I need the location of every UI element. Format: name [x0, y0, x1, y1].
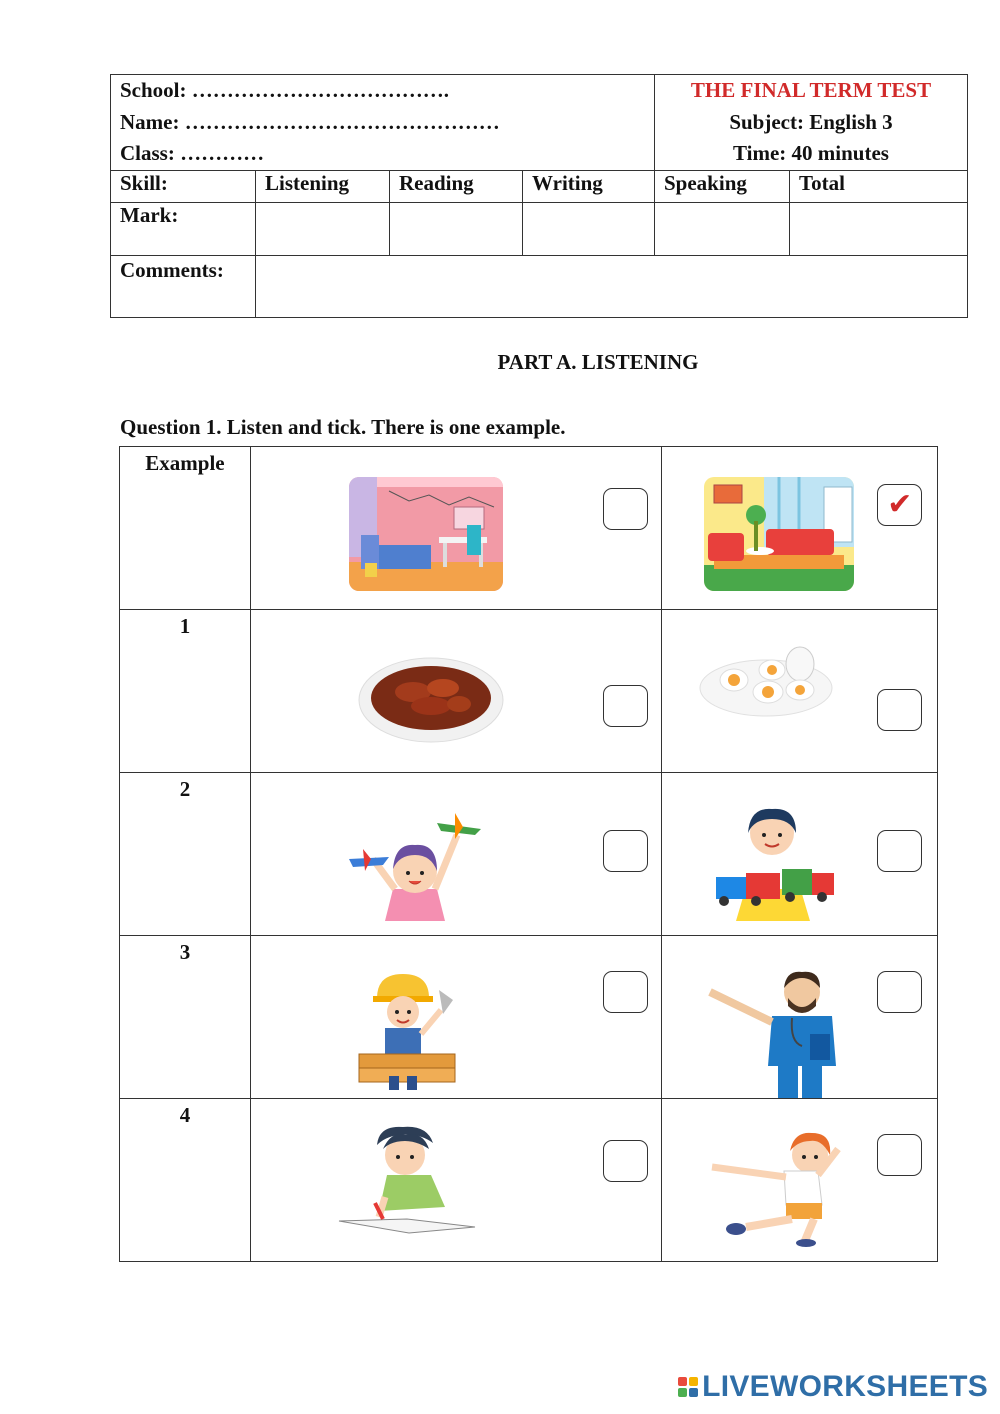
time-label: Time: 40 minutes: [733, 141, 889, 165]
option-cell: [250, 610, 661, 773]
class-field[interactable]: Class: …………: [120, 141, 265, 165]
comments-label: Comments:: [111, 255, 256, 317]
school-field[interactable]: School: ……………………………….: [120, 78, 450, 102]
mark-label: Mark:: [111, 202, 256, 255]
tick-box-checked[interactable]: [877, 484, 922, 526]
builder-picture: [353, 970, 463, 1094]
skill-writing: Writing: [523, 170, 655, 202]
liveworksheets-logo-icon: [678, 1377, 698, 1397]
mark-reading-cell[interactable]: [390, 202, 523, 255]
row-label: 2: [120, 773, 251, 936]
liveworksheets-logo: [678, 1370, 988, 1404]
tick-mark-icon: ✔: [887, 487, 913, 522]
tick-box[interactable]: [603, 488, 648, 530]
option-cell: [662, 1099, 938, 1262]
question-1-table: [119, 446, 938, 1262]
name-field[interactable]: Name: ………………………………………: [120, 109, 500, 134]
mark-listening-cell[interactable]: [256, 202, 390, 255]
girl-with-train-picture: [702, 799, 844, 921]
question-1-instruction: Question 1. Listen and tick. There is one example.: [120, 415, 566, 439]
table-row: [120, 447, 938, 610]
tick-box[interactable]: [877, 689, 922, 731]
skill-speaking: Speaking: [655, 170, 790, 202]
test-info-cell: [655, 75, 968, 171]
skill-label: Skill:: [111, 170, 256, 202]
option-cell: [662, 447, 938, 610]
header-table: [110, 74, 968, 318]
bedroom-picture: [349, 477, 503, 591]
test-title: THE FINAL TERM TEST: [690, 78, 932, 102]
skill-listening: Listening: [256, 170, 390, 202]
mark-speaking-cell[interactable]: [655, 202, 790, 255]
girl-with-planes-picture: [345, 799, 485, 921]
option-cell: [662, 610, 938, 773]
meat-dish-picture: [351, 642, 511, 756]
option-cell: [250, 447, 661, 610]
tick-box[interactable]: [877, 830, 922, 872]
row-label: 3: [120, 936, 251, 1099]
table-row: [120, 610, 938, 773]
table-row: [120, 1099, 938, 1262]
tick-box[interactable]: [603, 830, 648, 872]
boy-running-picture: [706, 1125, 854, 1247]
brand-name: LIVEWORKSHEETS: [702, 1370, 988, 1403]
subject-label: Subject: English 3: [729, 109, 893, 134]
tick-box[interactable]: [603, 971, 648, 1013]
doctor-picture: [706, 966, 854, 1098]
part-a-title: PART A. LISTENING: [497, 350, 699, 374]
option-cell: [662, 773, 938, 936]
tick-box[interactable]: [877, 1134, 922, 1176]
tick-box[interactable]: [603, 1140, 648, 1182]
option-cell: [250, 1099, 661, 1262]
row-label: 4: [120, 1099, 251, 1262]
tick-box[interactable]: [603, 685, 648, 727]
tick-box[interactable]: [877, 971, 922, 1013]
mark-total-cell[interactable]: [790, 202, 968, 255]
table-row: [120, 773, 938, 936]
student-info-cell: [111, 75, 655, 171]
boiled-eggs-picture: [696, 636, 838, 726]
option-cell: [662, 936, 938, 1099]
skill-reading: Reading: [390, 170, 523, 202]
living-room-picture: [704, 477, 854, 591]
skill-total: Total: [790, 170, 968, 202]
mark-writing-cell[interactable]: [523, 202, 655, 255]
table-row: [120, 936, 938, 1099]
boy-writing-picture: [335, 1123, 483, 1239]
comments-cell[interactable]: [256, 255, 968, 317]
option-cell: [250, 936, 661, 1099]
row-label: 1: [120, 610, 251, 773]
row-label: Example: [120, 447, 251, 610]
option-cell: [250, 773, 661, 936]
